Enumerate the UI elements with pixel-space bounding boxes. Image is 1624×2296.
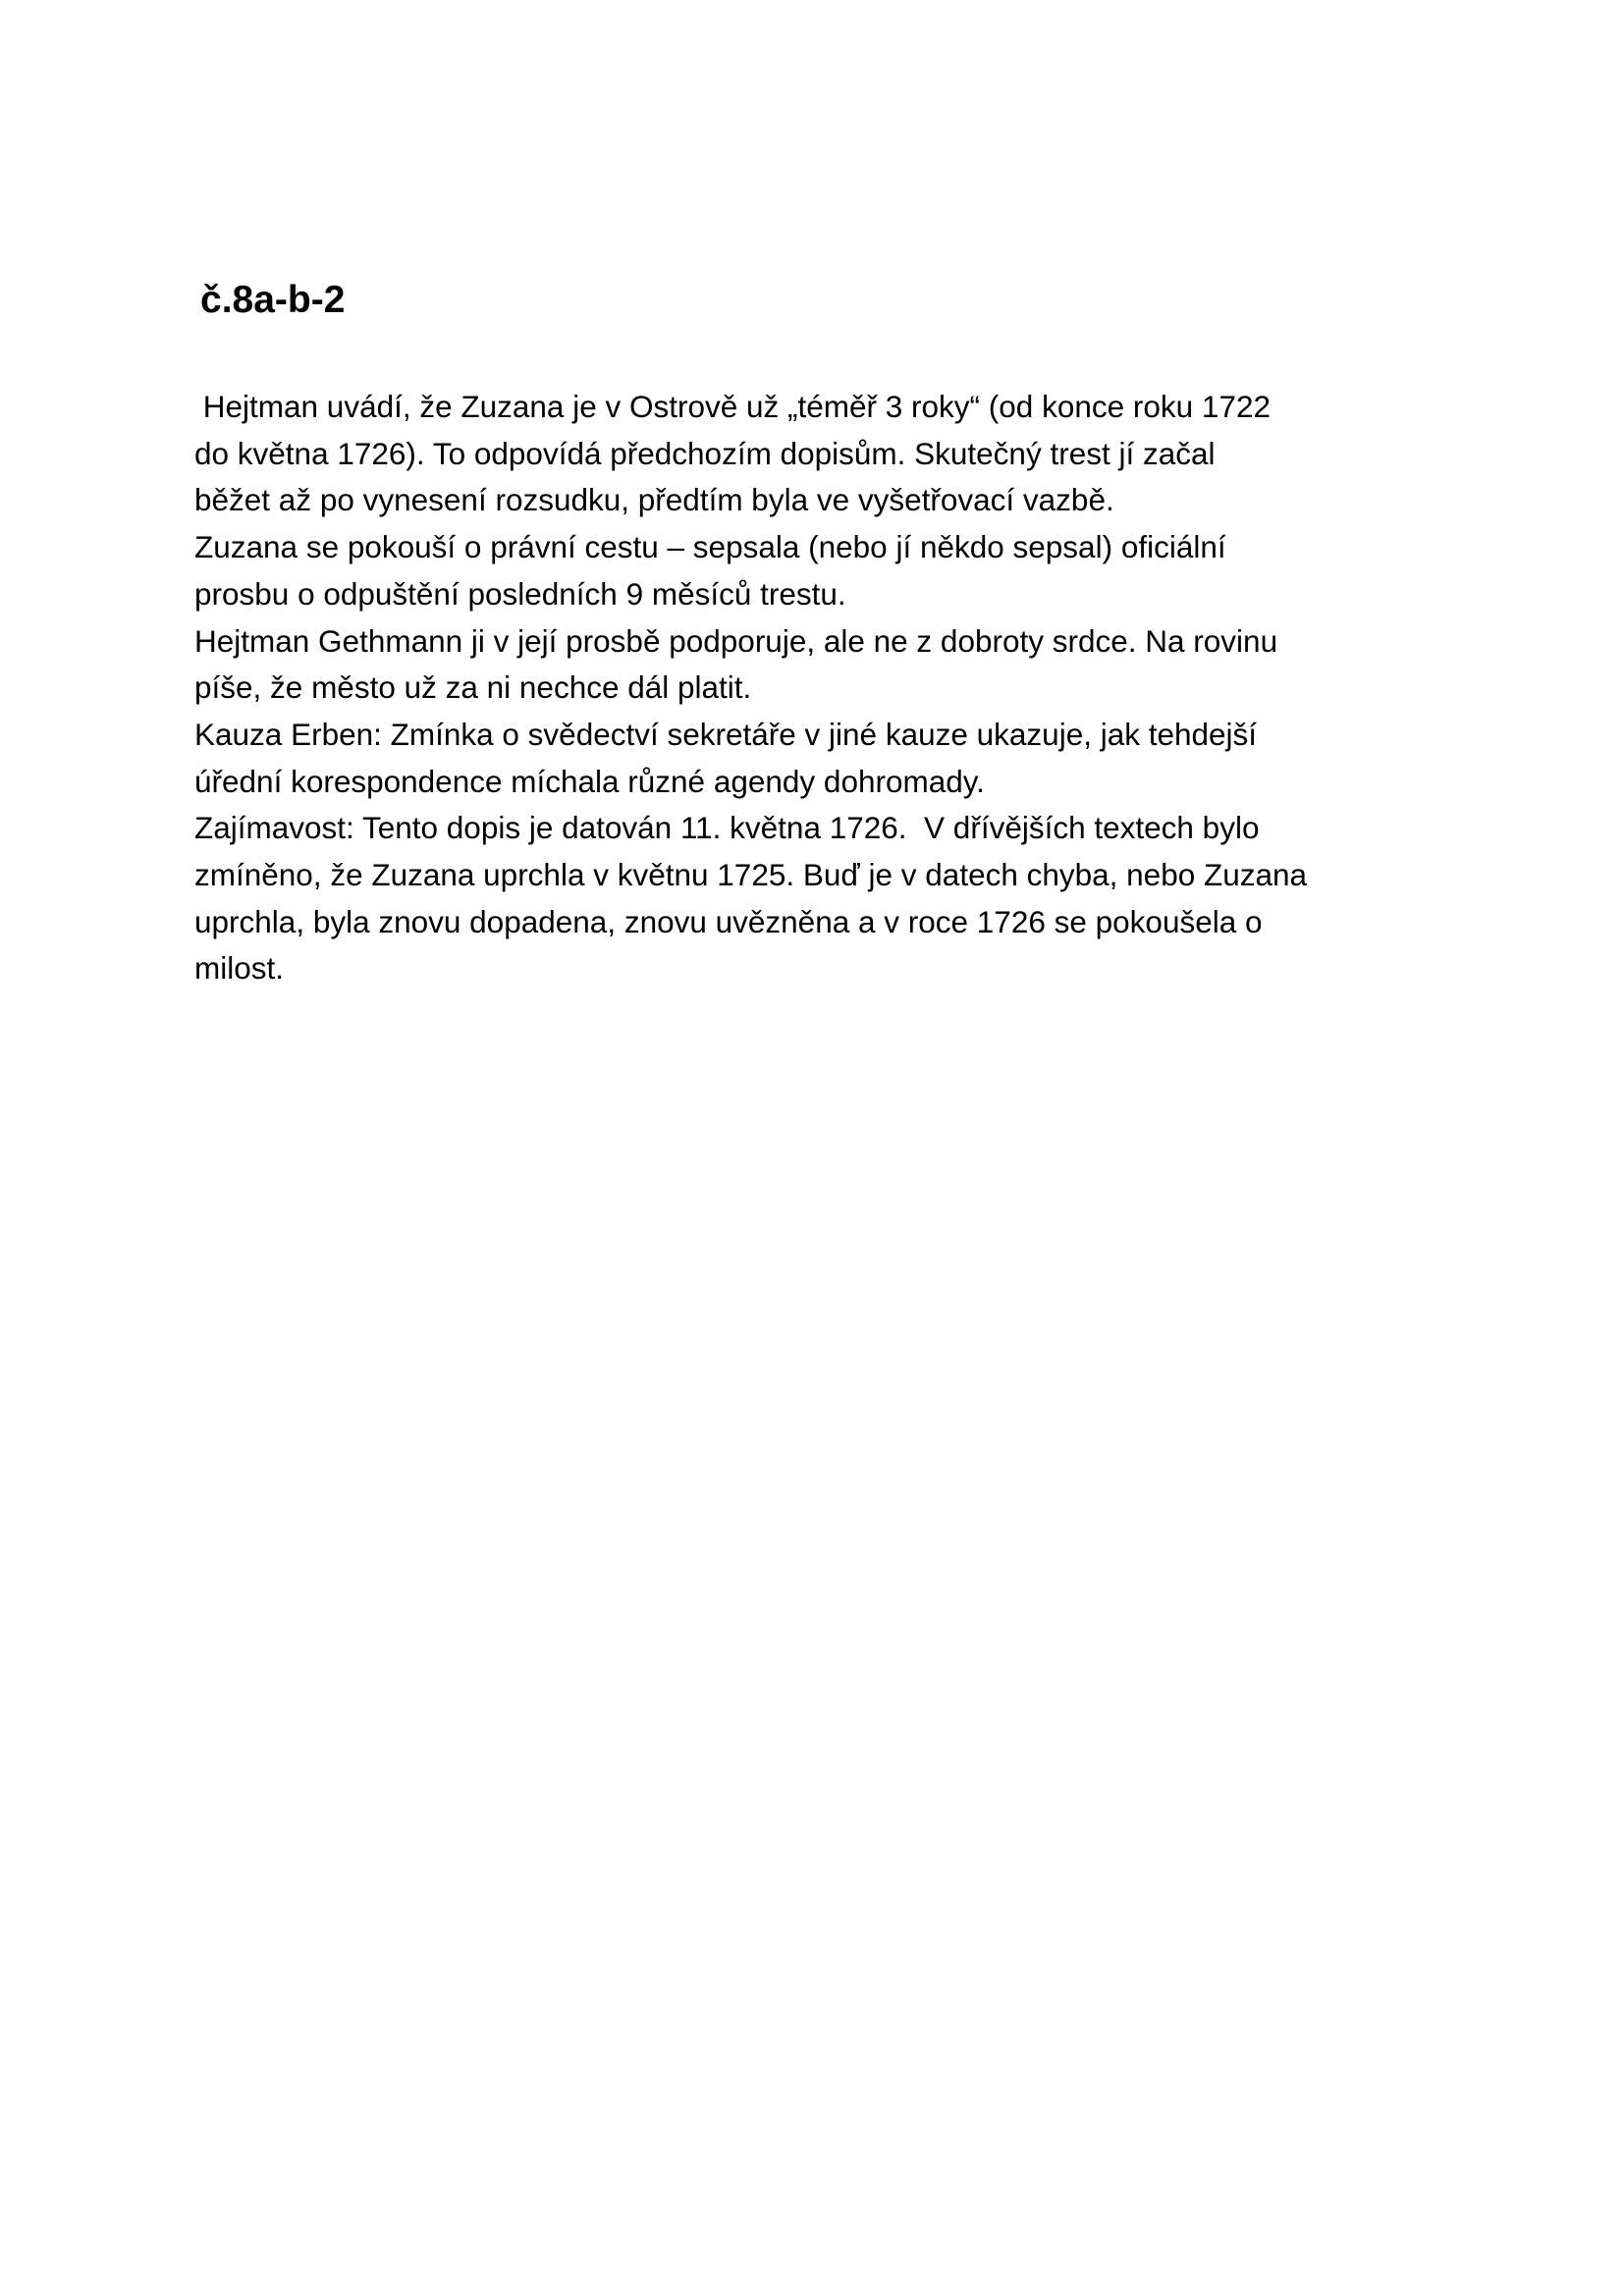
body-line: úřední korespondence míchala různé agendy dohromady. [194, 763, 985, 799]
body-line: prosbu o odpuštění posledních 9 měsíců trestu. [194, 575, 846, 612]
body-line: běžet až po vynesení rozsudku, předtím byla ve vyšetřovací vazbě. [194, 482, 1114, 518]
body-line: Zajímavost: Tento dopis je datován 11. května 1726. V dřívějších textech bylo [194, 810, 1260, 846]
body-line: Hejtman uvádí, že Zuzana je v Ostrově už „téměř 3 roky“ (od konce roku 1722 [194, 389, 1271, 424]
body-line: Kauza Erben: Zmínka o svědectví sekretáře v jiné kauze ukazuje, jak tehdejší [194, 716, 1258, 752]
document-body [194, 384, 1490, 992]
body-line: uprchla, byla znovu dopadena, znovu uvězněna a v roce 1726 se pokoušela o [194, 903, 1263, 939]
body-line: Hejtman Gethmann ji v její prosbě podporuje, ale ne z dobroty srdce. Na rovinu [194, 622, 1278, 659]
body-line: zmíněno, že Zuzana uprchla v květnu 1725. Buď je v datech chyba, nebo Zuzana [194, 857, 1308, 893]
body-line: Zuzana se pokouší o právní cestu – sepsala (nebo jí někdo sepsal) oficiální [194, 529, 1226, 565]
document-title: č.8a-b-2 [200, 279, 346, 321]
body-line: milost. [194, 950, 285, 987]
body-line: píše, že město už za ni nechce dál platit. [194, 669, 752, 706]
body-line: do května 1726). To odpovídá předchozím dopisům. Skutečný trest jí začal [194, 435, 1216, 471]
